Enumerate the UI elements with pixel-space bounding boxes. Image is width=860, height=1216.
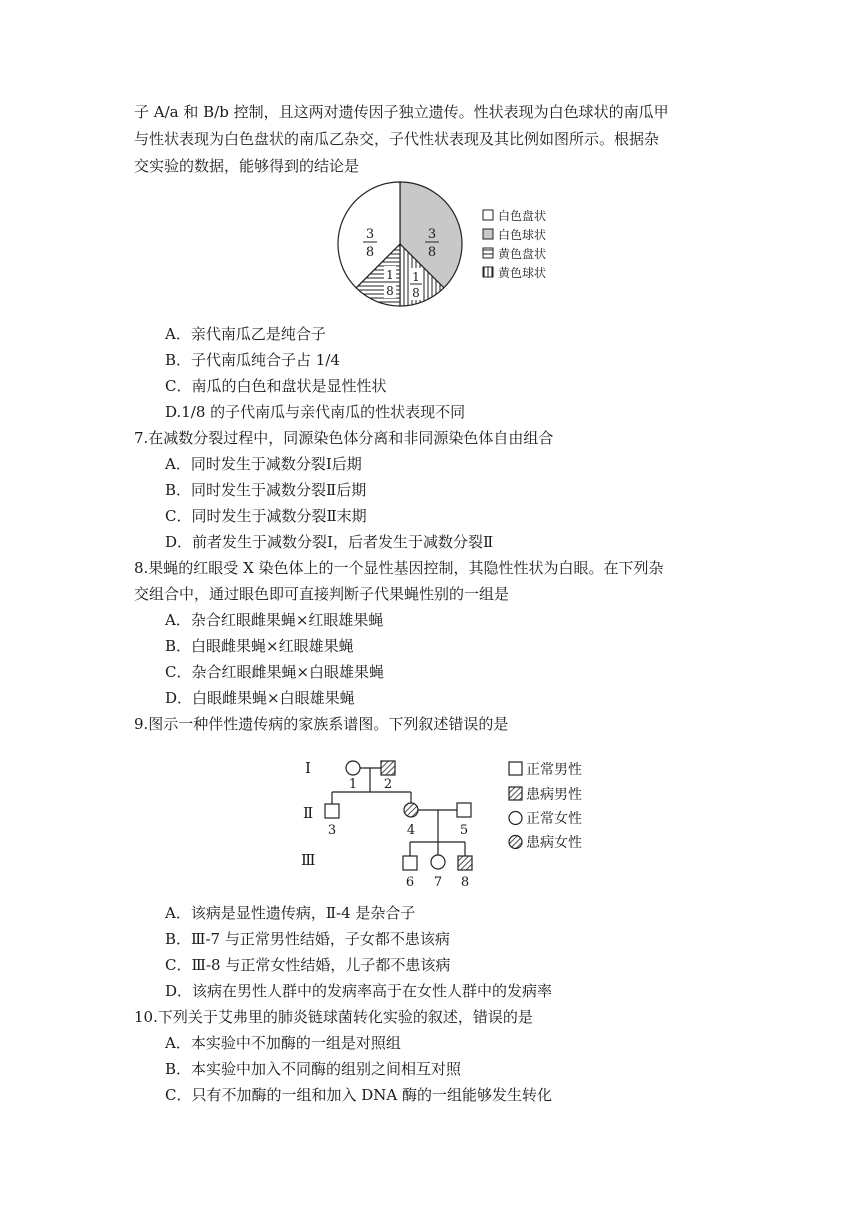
legend-label-2: 白色球状 [498, 228, 547, 242]
pie-chart-figure [330, 180, 570, 310]
individual-8-affected-male [458, 856, 472, 870]
slice-label-horizontal [384, 266, 396, 298]
pedigree-diagram [295, 752, 605, 892]
q10-stem: 10.下列关于艾弗里的肺炎链球菌转化实验的叙述，错误的是 [134, 1008, 533, 1026]
q10-option-a: A．本实验中不加酶的一组是对照组 [165, 1034, 401, 1052]
svg-text:8: 8 [412, 286, 420, 300]
generation-label-2: Ⅱ [303, 804, 314, 822]
q8-stem-line-2: 交组合中，通过眼色即可直接判断子代果蝇性别的一组是 [134, 585, 510, 603]
legend-normal-male-icon [509, 762, 522, 775]
svg-text:患病男性: 患病男性 [526, 787, 582, 803]
q8-option-d: D．白眼雌果蝇×白眼雄果蝇 [165, 689, 355, 707]
slice-label-vertical [410, 268, 422, 300]
q10-option-c: C．只有不加酶的一组和加入 DNA 酶的一组能够发生转化 [165, 1086, 552, 1104]
svg-text:6: 6 [405, 875, 415, 890]
individual-7-normal-female [431, 855, 445, 869]
q7-option-c: C．同时发生于减数分裂Ⅱ末期 [165, 507, 367, 525]
q8-option-c: C．杂合红眼雌果蝇×白眼雄果蝇 [165, 663, 385, 681]
legend-swatch-gray [483, 229, 493, 239]
intro-line-2: 与性状表现为白色盘状的南瓜乙杂交，子代性状表现及其比例如图所示。根据杂 [134, 130, 660, 148]
svg-text:4: 4 [406, 823, 416, 838]
intro-line-1: 子 A/a 和 B/b 控制，且这两对遗传因子独立遗传。性状表现为白色球状的南瓜甲 [134, 103, 669, 121]
q6-option-b: B．子代南瓜纯合子占 1/4 [165, 351, 340, 369]
svg-text:7: 7 [433, 875, 443, 890]
generation-label-3: Ⅲ [301, 851, 316, 869]
individual-1-normal-female [346, 761, 360, 775]
q9-option-d: D．该病在男性人群中的发病率高于在女性人群中的发病率 [165, 982, 553, 1000]
q9-option-b: B．Ⅲ-7 与正常男性结婚，子女都不患该病 [165, 930, 450, 948]
q8-option-b: B．白眼雌果蝇×红眼雄果蝇 [165, 637, 354, 655]
svg-text:正常女性: 正常女性 [526, 811, 582, 827]
svg-text:1: 1 [412, 270, 420, 284]
q7-stem: 7.在减数分裂过程中，同源染色体分离和非同源染色体自由组合 [134, 429, 554, 447]
individual-4-affected-female [404, 803, 418, 817]
legend-normal-female-icon [509, 812, 522, 825]
q7-option-d: D．前者发生于减数分裂Ⅰ，后者发生于减数分裂Ⅱ [165, 533, 494, 551]
q7-option-b: B．同时发生于减数分裂Ⅱ后期 [165, 481, 367, 499]
svg-text:8: 8 [386, 284, 394, 298]
individual-3-normal-male [325, 804, 339, 818]
q8-option-a: A．杂合红眼雌果蝇×红眼雄果蝇 [165, 611, 384, 629]
svg-text:8: 8 [365, 245, 375, 260]
q7-option-a: A．同时发生于减数分裂Ⅰ后期 [165, 455, 362, 473]
svg-text:3: 3 [327, 823, 337, 838]
q8-stem-line-1: 8.果蝇的红眼受 X 染色体上的一个显性基因控制，其隐性性状为白眼。在下列杂 [134, 559, 664, 577]
pedigree-legend [509, 761, 582, 851]
intro-line-3: 交实验的数据，能够得到的结论是 [134, 157, 360, 175]
svg-text:2: 2 [383, 777, 393, 792]
legend-swatch-horizontal [483, 248, 493, 258]
svg-text:5: 5 [459, 823, 469, 838]
legend-label-3: 黄色盘状 [498, 247, 547, 261]
legend-label-4: 黄色球状 [498, 266, 547, 280]
svg-text:8: 8 [427, 245, 437, 260]
svg-text:3: 3 [427, 227, 437, 242]
legend-affected-female-icon [509, 836, 522, 849]
individual-5-normal-male [457, 803, 471, 817]
svg-text:1: 1 [386, 268, 394, 282]
legend-affected-male-icon [509, 787, 522, 800]
svg-text:3: 3 [365, 227, 375, 242]
q6-option-c: C．南瓜的白色和盘状是显性性状 [165, 377, 387, 395]
svg-text:正常男性: 正常男性 [526, 762, 582, 778]
legend-label-1: 白色盘状 [498, 209, 547, 223]
generation-label-1: Ⅰ [305, 759, 311, 777]
svg-text:1: 1 [348, 777, 358, 792]
q9-option-a: A．该病是显性遗传病，Ⅱ-4 是杂合子 [165, 904, 416, 922]
individual-6-normal-male [403, 856, 417, 870]
individual-2-affected-male [381, 761, 395, 775]
q10-option-b: B．本实验中加入不同酶的组别之间相互对照 [165, 1060, 462, 1078]
q6-option-a: A．亲代南瓜乙是纯合子 [165, 325, 326, 343]
pie-legend [483, 208, 546, 280]
legend-swatch-vertical [483, 267, 493, 277]
q9-option-c: C．Ⅲ-8 与正常女性结婚，儿子都不患该病 [165, 956, 451, 974]
q9-stem: 9.图示一种伴性遗传病的家族系谱图。下列叙述错误的是 [134, 715, 509, 733]
q6-option-d: D.1/8 的子代南瓜与亲代南瓜的性状表现不同 [165, 403, 466, 421]
svg-text:患病女性: 患病女性 [526, 835, 582, 851]
legend-swatch-white [483, 210, 493, 220]
svg-text:8: 8 [460, 875, 470, 890]
